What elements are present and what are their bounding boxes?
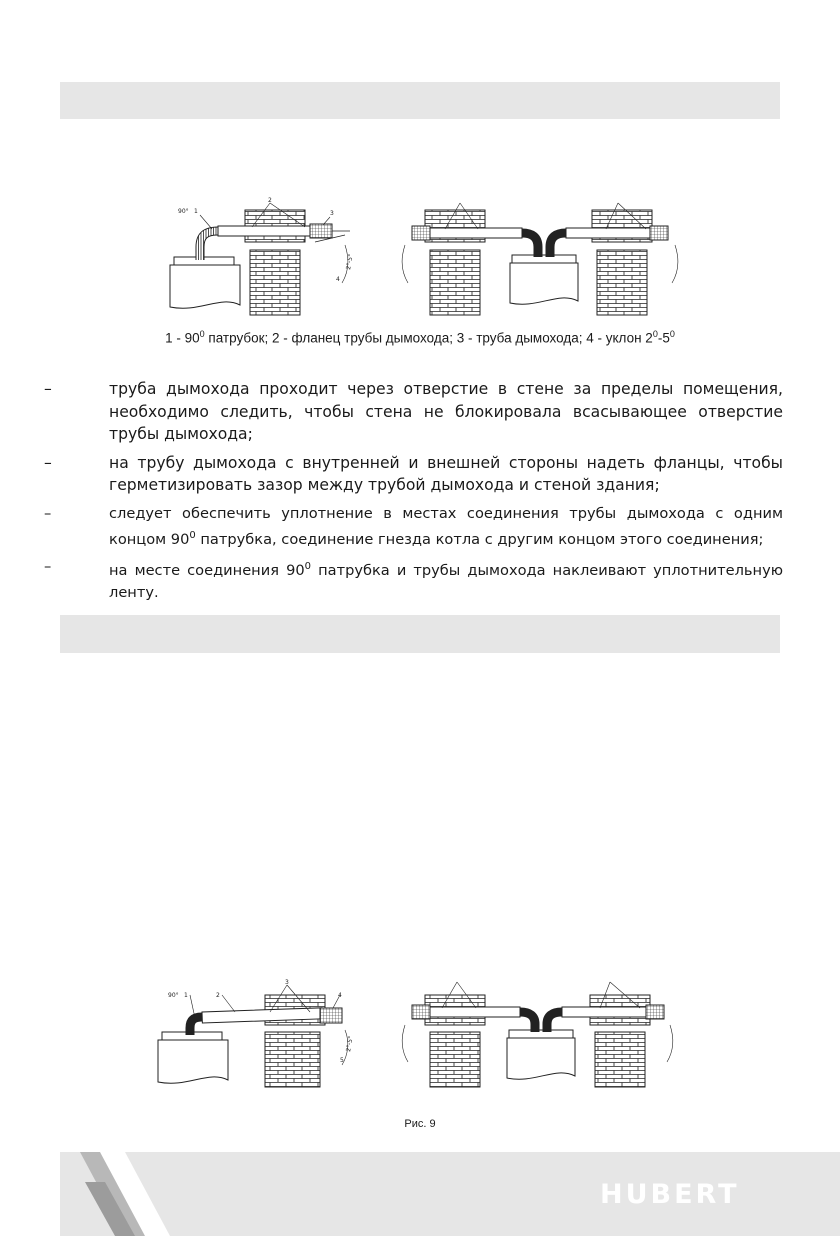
rule-text: на трубу дымохода с внутренней и внешней стороны надеть фланцы, чтобы герметизировать зазор между трубой дымохода и стеной здания; bbox=[109, 453, 783, 494]
left-installation bbox=[170, 203, 350, 315]
figure-caption-top bbox=[0, 329, 840, 346]
list-dash: – bbox=[44, 453, 52, 472]
caption-sup: 0 bbox=[199, 329, 205, 339]
rule-item bbox=[38, 378, 783, 446]
caption-sup: 0 bbox=[652, 329, 658, 339]
list-dash: – bbox=[44, 504, 52, 522]
label-4: 4 bbox=[336, 276, 340, 283]
label-2: 2 bbox=[216, 992, 220, 999]
rule-sup: 0 bbox=[189, 529, 196, 541]
chimney-installation-diagram-2 bbox=[150, 970, 690, 1090]
label-3: 3 bbox=[285, 979, 289, 986]
rule-item bbox=[38, 503, 783, 551]
section-header-band-top bbox=[60, 82, 780, 119]
label-angle-left: 90° bbox=[168, 992, 179, 999]
right-installation bbox=[402, 982, 673, 1087]
label-1: 1 bbox=[184, 992, 188, 999]
caption-part: 1 - 90 bbox=[165, 330, 200, 346]
rule-text: труба дымохода проходит через отверстие в стене за пределы помещения, необходимо следить, чтобы стена не блокировала всасывающее отверстие трубы дымохода; bbox=[109, 380, 783, 443]
label-2: 2 bbox=[268, 197, 272, 204]
rule-item bbox=[38, 556, 783, 604]
rule-item bbox=[38, 452, 783, 497]
caption-sup: 0 bbox=[669, 329, 675, 339]
rule-text: на месте соединения 90 bbox=[109, 562, 305, 580]
list-dash: – bbox=[44, 380, 52, 398]
left-installation bbox=[158, 985, 348, 1087]
rule-sup: 0 bbox=[304, 561, 312, 573]
chimney-installation-diagram-1 bbox=[160, 195, 690, 320]
label-angle-left: 90° bbox=[178, 208, 189, 215]
section-header-band-middle bbox=[60, 615, 780, 653]
rule-text: патрубка, соединение гнезда котла с другим концом этого соединения; bbox=[195, 530, 764, 548]
right-installation bbox=[402, 203, 678, 315]
label-4: 4 bbox=[338, 992, 342, 999]
label-3: 3 bbox=[330, 210, 334, 217]
hubert-logo: HUBERT bbox=[600, 1179, 740, 1210]
rule-text: патрубка и трубы дымохода наклеивают уплотнительную ленту. bbox=[109, 562, 783, 602]
installation-rules-list bbox=[38, 378, 783, 610]
label-slope: 2°-5° bbox=[345, 253, 355, 271]
label-slope: 2°-5° bbox=[345, 1035, 355, 1053]
caption-part: патрубок; 2 - фланец трубы дымохода; 3 - труба дымохода; 4 - уклон 2 bbox=[204, 330, 653, 346]
list-dash: – bbox=[44, 558, 52, 576]
rule-text: следует обеспечить уплотнение в местах соединения трубы дымохода с одним концом 90 bbox=[109, 504, 783, 548]
caption-part: -5 bbox=[657, 330, 670, 346]
figure-caption-bottom: Рис. 9 bbox=[404, 1118, 436, 1130]
label-1: 1 bbox=[194, 208, 198, 215]
label-5: 5 bbox=[340, 1057, 344, 1064]
